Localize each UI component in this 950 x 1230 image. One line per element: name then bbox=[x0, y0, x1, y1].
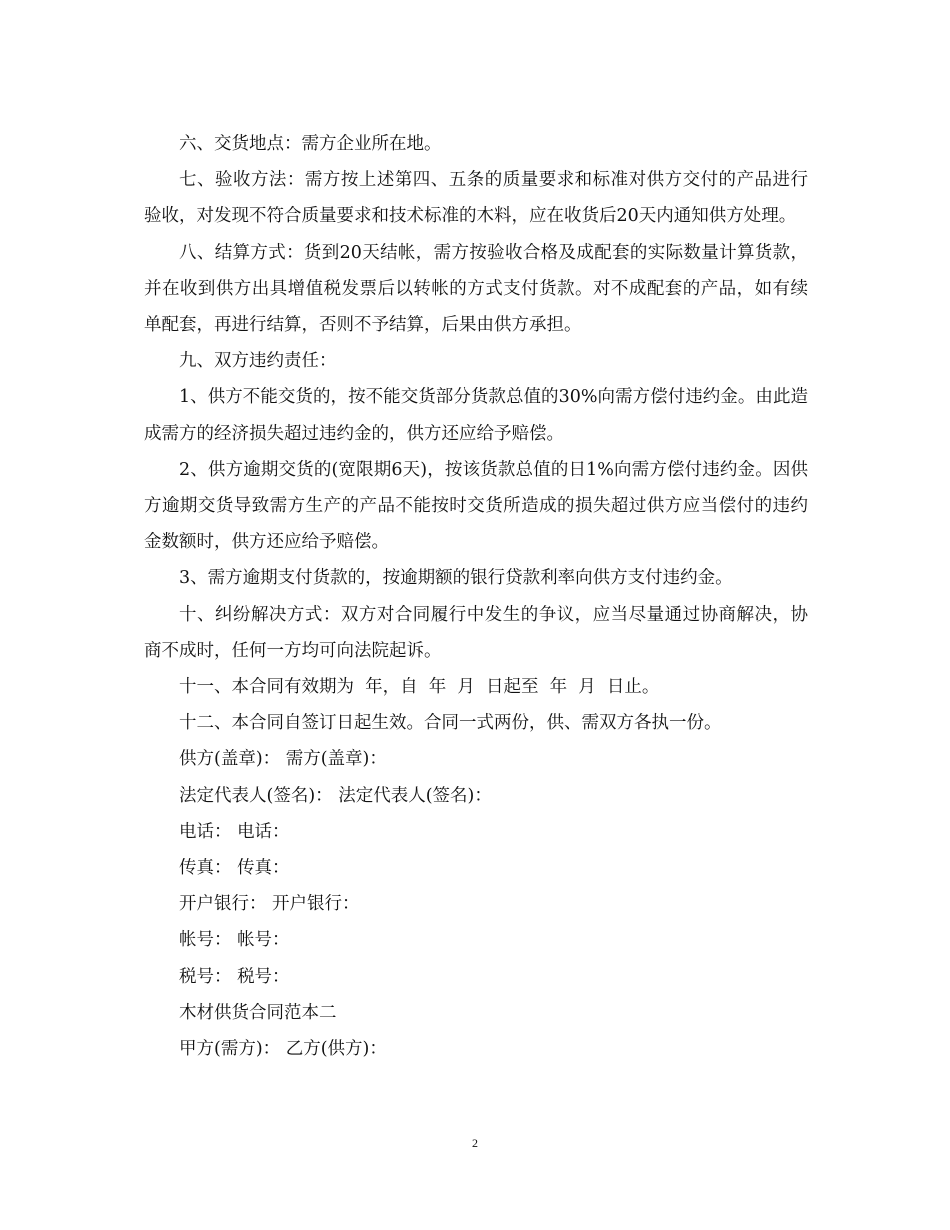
document-body bbox=[144, 126, 808, 1067]
clause-12-effectiveness: 十二、本合同自签订日起生效。合同一式两份，供、需双方各执一份。 bbox=[179, 713, 722, 734]
signature-representative-line: 法定代表人(签名)： 法定代表人(签名)： bbox=[179, 785, 492, 806]
signature-fax-line: 传真： 传真： bbox=[179, 858, 290, 879]
clause-10-dispute-resolution: 十、纠纷解决方式：双方对合同履行中发生的争议，应当尽量通过协商解决，协商不成时，任何一方均可向法院起诉。 bbox=[144, 604, 808, 661]
page-number: 2 bbox=[472, 1136, 478, 1150]
parties-line: 甲方(需方)： 乙方(供方)： bbox=[179, 1039, 387, 1060]
clause-9-item-2: 2、供方逾期交货的(宽限期6天)，按该货款总值的日1%向需方偿付违约金。因供方逾期交货导致需方生产的产品不能按时交货所造成的损失超过供方应当偿付的违约金数额时，供方还应给予赔偿。 bbox=[144, 459, 808, 553]
clause-9-breach-liability-heading: 九、双方违约责任： bbox=[179, 351, 337, 372]
signature-seal-line: 供方(盖章)： 需方(盖章)： bbox=[179, 749, 387, 770]
section-title-template-two: 木材供货合同范本二 bbox=[179, 1002, 337, 1023]
clause-7-acceptance-method: 七、验收方法：需方按上述第四、五条的质量要求和标准对供方交付的产品进行验收，对发现不符合质量要求和技术标准的木料，应在收货后20天内通知供方处理。 bbox=[144, 170, 808, 227]
signature-bank-line: 开户银行： 开户银行： bbox=[179, 894, 360, 915]
signature-phone-line: 电话： 电话： bbox=[179, 821, 290, 842]
clause-9-item-1: 1、供方不能交货的，按不能交货部分货款总值的30%向需方偿付违约金。由此造成需方的经济损失超过违约金的，供方还应给予赔偿。 bbox=[144, 387, 808, 444]
clause-6-delivery-location: 六、交货地点：需方企业所在地。 bbox=[179, 134, 442, 154]
clause-9-item-3: 3、需方逾期支付货款的，按逾期额的银行贷款利率向供方支付违约金。 bbox=[179, 568, 733, 589]
signature-account-line: 帐号： 帐号： bbox=[179, 930, 290, 951]
clause-8-settlement-method: 八、结算方式：货到20天结帐，需方按验收合格及成配套的实际数量计算货款，并在收到供方出具增值税发票后以转帐的方式支付货款。对不成配套的产品，如有续单配套，再进行结算，否则不予结算，后果由供方承担。 bbox=[144, 242, 808, 336]
signature-tax-line: 税号： 税号： bbox=[179, 966, 290, 987]
clause-11-validity-period: 十一、本合同有效期为 年，自 年 月 日起至 年 月 日止。 bbox=[179, 677, 660, 698]
